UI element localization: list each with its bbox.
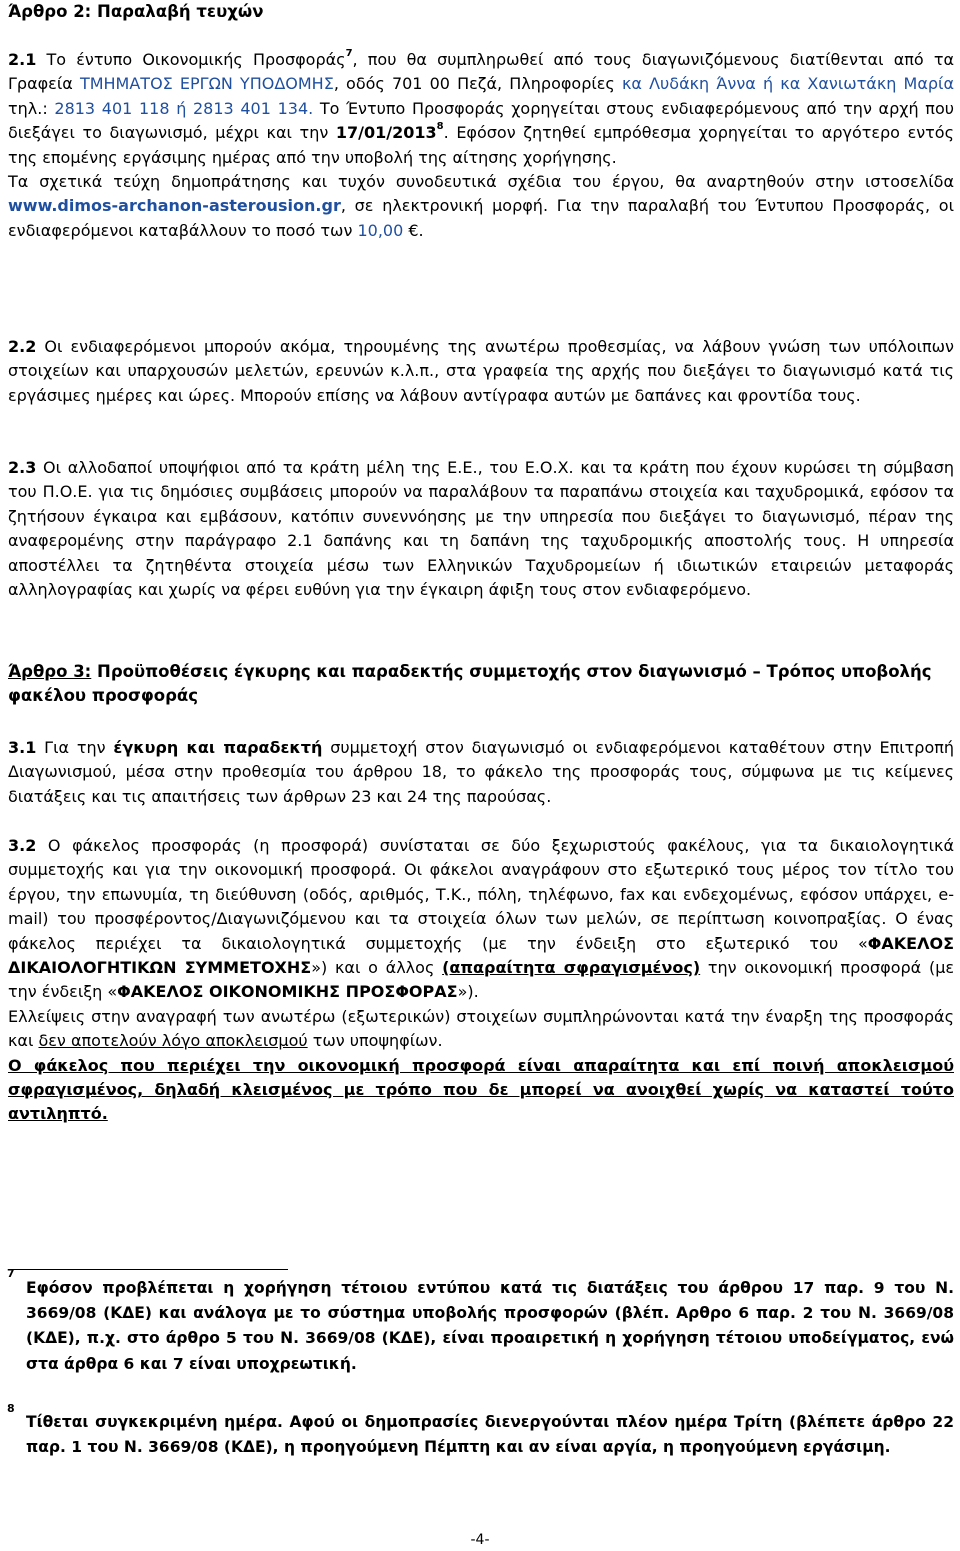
paragraph-2-3: 2.3 Οι αλλοδαποί υποψήφιοι από τα κράτη μέλη της Ε.Ε., του Ε.Ο.Χ. και τα κράτη που έχουν κυρώσει τη σύμβαση του Π.Ο.Ε. για τις δημόσιες συμβάσεις μπορούν να παραλάβουν τα παραπάνω στοιχεία και ταχυδρομικά, εφόσον τα ζητήσουν έγκαιρα και εμβάσουν, κατόπιν συνεννόησης με την υπηρεσία που διεξάγει το διαγωνισμό, πέραν της αναφερομένης στην παράγραφο 2.1 δαπάνης και τη δαπάνη της ταχυδρομικής αποστολής τους. Η υπηρεσία αποστέλλει τα ζητηθέντα στοιχεία μέσω των Ελληνικών Ταχυδρομείων ή ιδιωτικών εταιρειών μεταφοράς αλληλογραφίας και χωρίς να φέρει ευθύνη για την έγκαιρη άφιξη τους στον ενδιαφερόμενο.: [8, 458, 954, 600]
article-3-heading: [8, 660, 954, 708]
section-number: 2.3: [8, 458, 37, 477]
paragraph-3-2: 3.2 Ο φάκελος προσφοράς (η προσφορά) συνίσταται σε δύο ξεχωριστούς φακέλους, για τα δικαιολογητικά συμμετοχής και για την οικονομική προσφορά. Οι φάκελοι αναγράφουν στο εξωτερικό τους μέρος τον τίτλο του έργου, την επωνυμία, τη διεύθυνση (οδός, αριθμός, Τ.Κ., πόλη, τηλέφωνο, fax και ενδεχομένως, εφόσον υπάρχει, e-mail) του προσφέροντος/Διαγωνιζόμενου και τα στοιχεία όλων των μελών, σε περίπτωση κοινοπραξίας. Ο ένας φάκελος περιέχει τα δικαιολογητικά συμμετοχής (με την ένδειξη στο εξωτερικό του «ΦΑΚΕΛΟΣ ΔΙΚΑΙΟΛΟΓΗΤΙΚΩΝ ΣΥΜΜΕΤΟΧΗΣ») και ο άλλος (απαραίτητα σφραγισμένος) την οικονομική προσφορά (με την ένδειξη «ΦΑΚΕΛΟΣ ΟΙΚΟΝΟΜΙΚΗΣ ΠΡΟΣΦΟΡΑΣ»). Ελλείψεις στην αναγραφή των ανωτέρω (εξωτερικών) στοιχείων συμπληρώνονται κατά την έναρξη της προσφοράς και δεν αποτελούν λόγο αποκλεισμού των υποψηφίων. Ο φάκελος που περιέχει την οικονομική προσφορά είναι απαραίτητα και επί ποινή αποκλεισμού σφραγισμένος, δηλαδή κλεισμένος με τρόπο που δε μπορεί να ανοιχθεί χωρίς να καταστεί τούτο αντιληπτό.: [8, 834, 954, 1127]
article-3-label: Άρθρο 3:: [8, 662, 92, 681]
website-link[interactable]: www.dimos-archanon-asterousion.gr: [8, 196, 341, 216]
section-number: 3.2: [8, 836, 37, 855]
page-number: -4-: [470, 1532, 490, 1548]
footnote-separator: [8, 1269, 288, 1270]
paragraph-2-1: 2.1 Το έντυπο Οικονομικής Προσφοράς$^7$, που θα συμπληρωθεί από τους διαγωνιζόμενους διατίθενται από τα Γραφεία ΤΜΗΜΑΤΟΣ ΕΡΓΩΝ ΥΠΟΔΟΜΗΣ, οδός 701 00 Πεζά, Πληροφορίες κα Λυδάκη Άννα ή κα Χανιωτάκη Μαρία τηλ.: 2813 401 118 ή 2813 401 134. Το Έντυπο Προσφοράς χορηγείται στους ενδιαφερόμενους από την αρχή που διεξάγει το διαγωνισμό, μέχρι και την 17/01/2013$^8$. Εφόσον ζητηθεί εμπρόθεσμα χορηγείται το αργότερο εντός της επομένης εργάσιμης ημέρας από την υποβολή της αίτησης χορήγησης. Τα σχετικά τεύχη δημοπράτησης και τυχόν συνοδευτικά σχέδια του έργου, θα αναρτηθούν στην ιστοσελίδα www.dimos-archanon-asterousion.gr, σε ηλεκτρονική μορφή. Για την παραλαβή του Έντυπου Προσφοράς, οι ενδιαφερόμενοι καταβάλλουν το ποσό των 10,00 €.: [8, 48, 955, 240]
paragraph-2-2: 2.2 Οι ενδιαφερόμενοι μπορούν ακόμα, τηρουμένης της ανωτέρω προθεσμίας, να λάβουν γνώση των υπόλοιπων στοιχείων και υπαρχουσών μελετών, ερευνών κ.λ.π., στα γραφεία της αρχής που διεξάγει το διαγωνισμό κατά τις εργάσιμες ημέρες και ώρες. Μπορούν επίσης να λάβουν αντίγραφα αυτών με δαπάνες και φροντίδα τους.: [8, 337, 954, 405]
envelope-participation-label: ΦΑΚΕΛΟΣ ΔΙΚΑΙΟΛΟΓΗΤΙΚΩΝ ΣΥΜΜΕΤΟΧΗΣ: [8, 933, 954, 978]
sealed-note: (απαραίτητα σφραγισμένος): [442, 958, 701, 978]
footnote-ref-7[interactable]: 7: [345, 48, 353, 59]
paragraph-3-1: 3.1 Για την έγκυρη και παραδεκτή συμμετοχή στον διαγωνισμό οι ενδιαφερόμενοι καταθέτουν στην Επιτροπή Διαγωνισμού, μέσα στην προθεσμία του άρθρου 18, το φάκελο της προσφοράς τους, σύμφωνα με τις κείμενες διατάξεις και τις απαιτήσεις των άρθρων 23 και 24 της παρούσας.: [8, 738, 955, 806]
envelope-financial-label: ΦΑΚΕΛΟΣ ΟΙΚΟΝΟΜΙΚΗΣ ΠΡΟΣΦΟΡΑΣ: [117, 982, 458, 1002]
footnote-7-number: 7: [7, 1267, 15, 1280]
office-name: ΤΜΗΜΑΤΟΣ ΕΡΓΩΝ ΥΠΟΔΟΜΗΣ: [79, 74, 334, 94]
section-number: 2.1: [8, 50, 37, 69]
footnote-ref-8[interactable]: 8: [436, 121, 444, 133]
deadline-date: 17/01/2013: [335, 123, 437, 143]
section-number: 2.2: [8, 337, 37, 356]
footnote-7-text: Εφόσον προβλέπεται η χορήγηση τέτοιου εντύπου κατά τις διατάξεις του άρθρου 17 παρ. 9 του Ν. 3669/08 (ΚΔΕ) και ανάλογα με το σύστημα υποβολής προσφορών (βλέπ. Αρθρο 6 παρ. 2 του Ν. 3669/08 (ΚΔΕ), π.χ. στο άρθρο 5 του Ν. 3669/08 (ΚΔΕ), είναι προαιρετική η χορήγηση τέτοιου υποδείγματος, ενώ στα άρθρα 6 και 7 είναι υποχρεωτική.: [26, 1279, 954, 1373]
article-2-heading: Άρθρο 2: Παραλαβή τευχών: [8, 2, 264, 21]
footnote-8-text: Τίθεται συγκεκριμένη ημέρα. Αφού οι δημοπρασίες διενεργούνται πλέον ημέρα Τρίτη (βλέπετε άρθρο 22 παρ. 1 του Ν. 3669/08 (ΚΔΕ), η προηγούμενη Πέμπτη και αν είναι αργία, η προηγούμενη εργάσιμη.: [26, 1413, 954, 1457]
contact-persons: κα Λυδάκη Άννα ή κα Χανιωτάκη Μαρία: [621, 74, 955, 94]
footnote-8-number: 8: [7, 1402, 15, 1415]
article-3-title: Προϋποθέσεις έγκυρης και παραδεκτής συμμετοχής στον διαγωνισμό – Τρόπος υποβολής φακέλου προσφοράς: [8, 662, 932, 705]
section-number: 3.1: [8, 738, 37, 757]
not-exclusion-note: δεν αποτελούν λόγο αποκλεισμού: [38, 1031, 308, 1051]
phone-numbers: 2813 401 118 ή 2813 401 134.: [54, 98, 314, 118]
sealed-envelope-warning: Ο φάκελος που περιέχει την οικονομική προσφορά είναι απαραίτητα και επί ποινή αποκλεισμού σφραγισμένος, δηλαδή κλεισμένος με τρόπο που δε μπορεί να ανοιχθεί χωρίς να καταστεί τούτο αντιληπτό.: [8, 1055, 954, 1124]
fee-amount: 10,00: [357, 220, 404, 240]
